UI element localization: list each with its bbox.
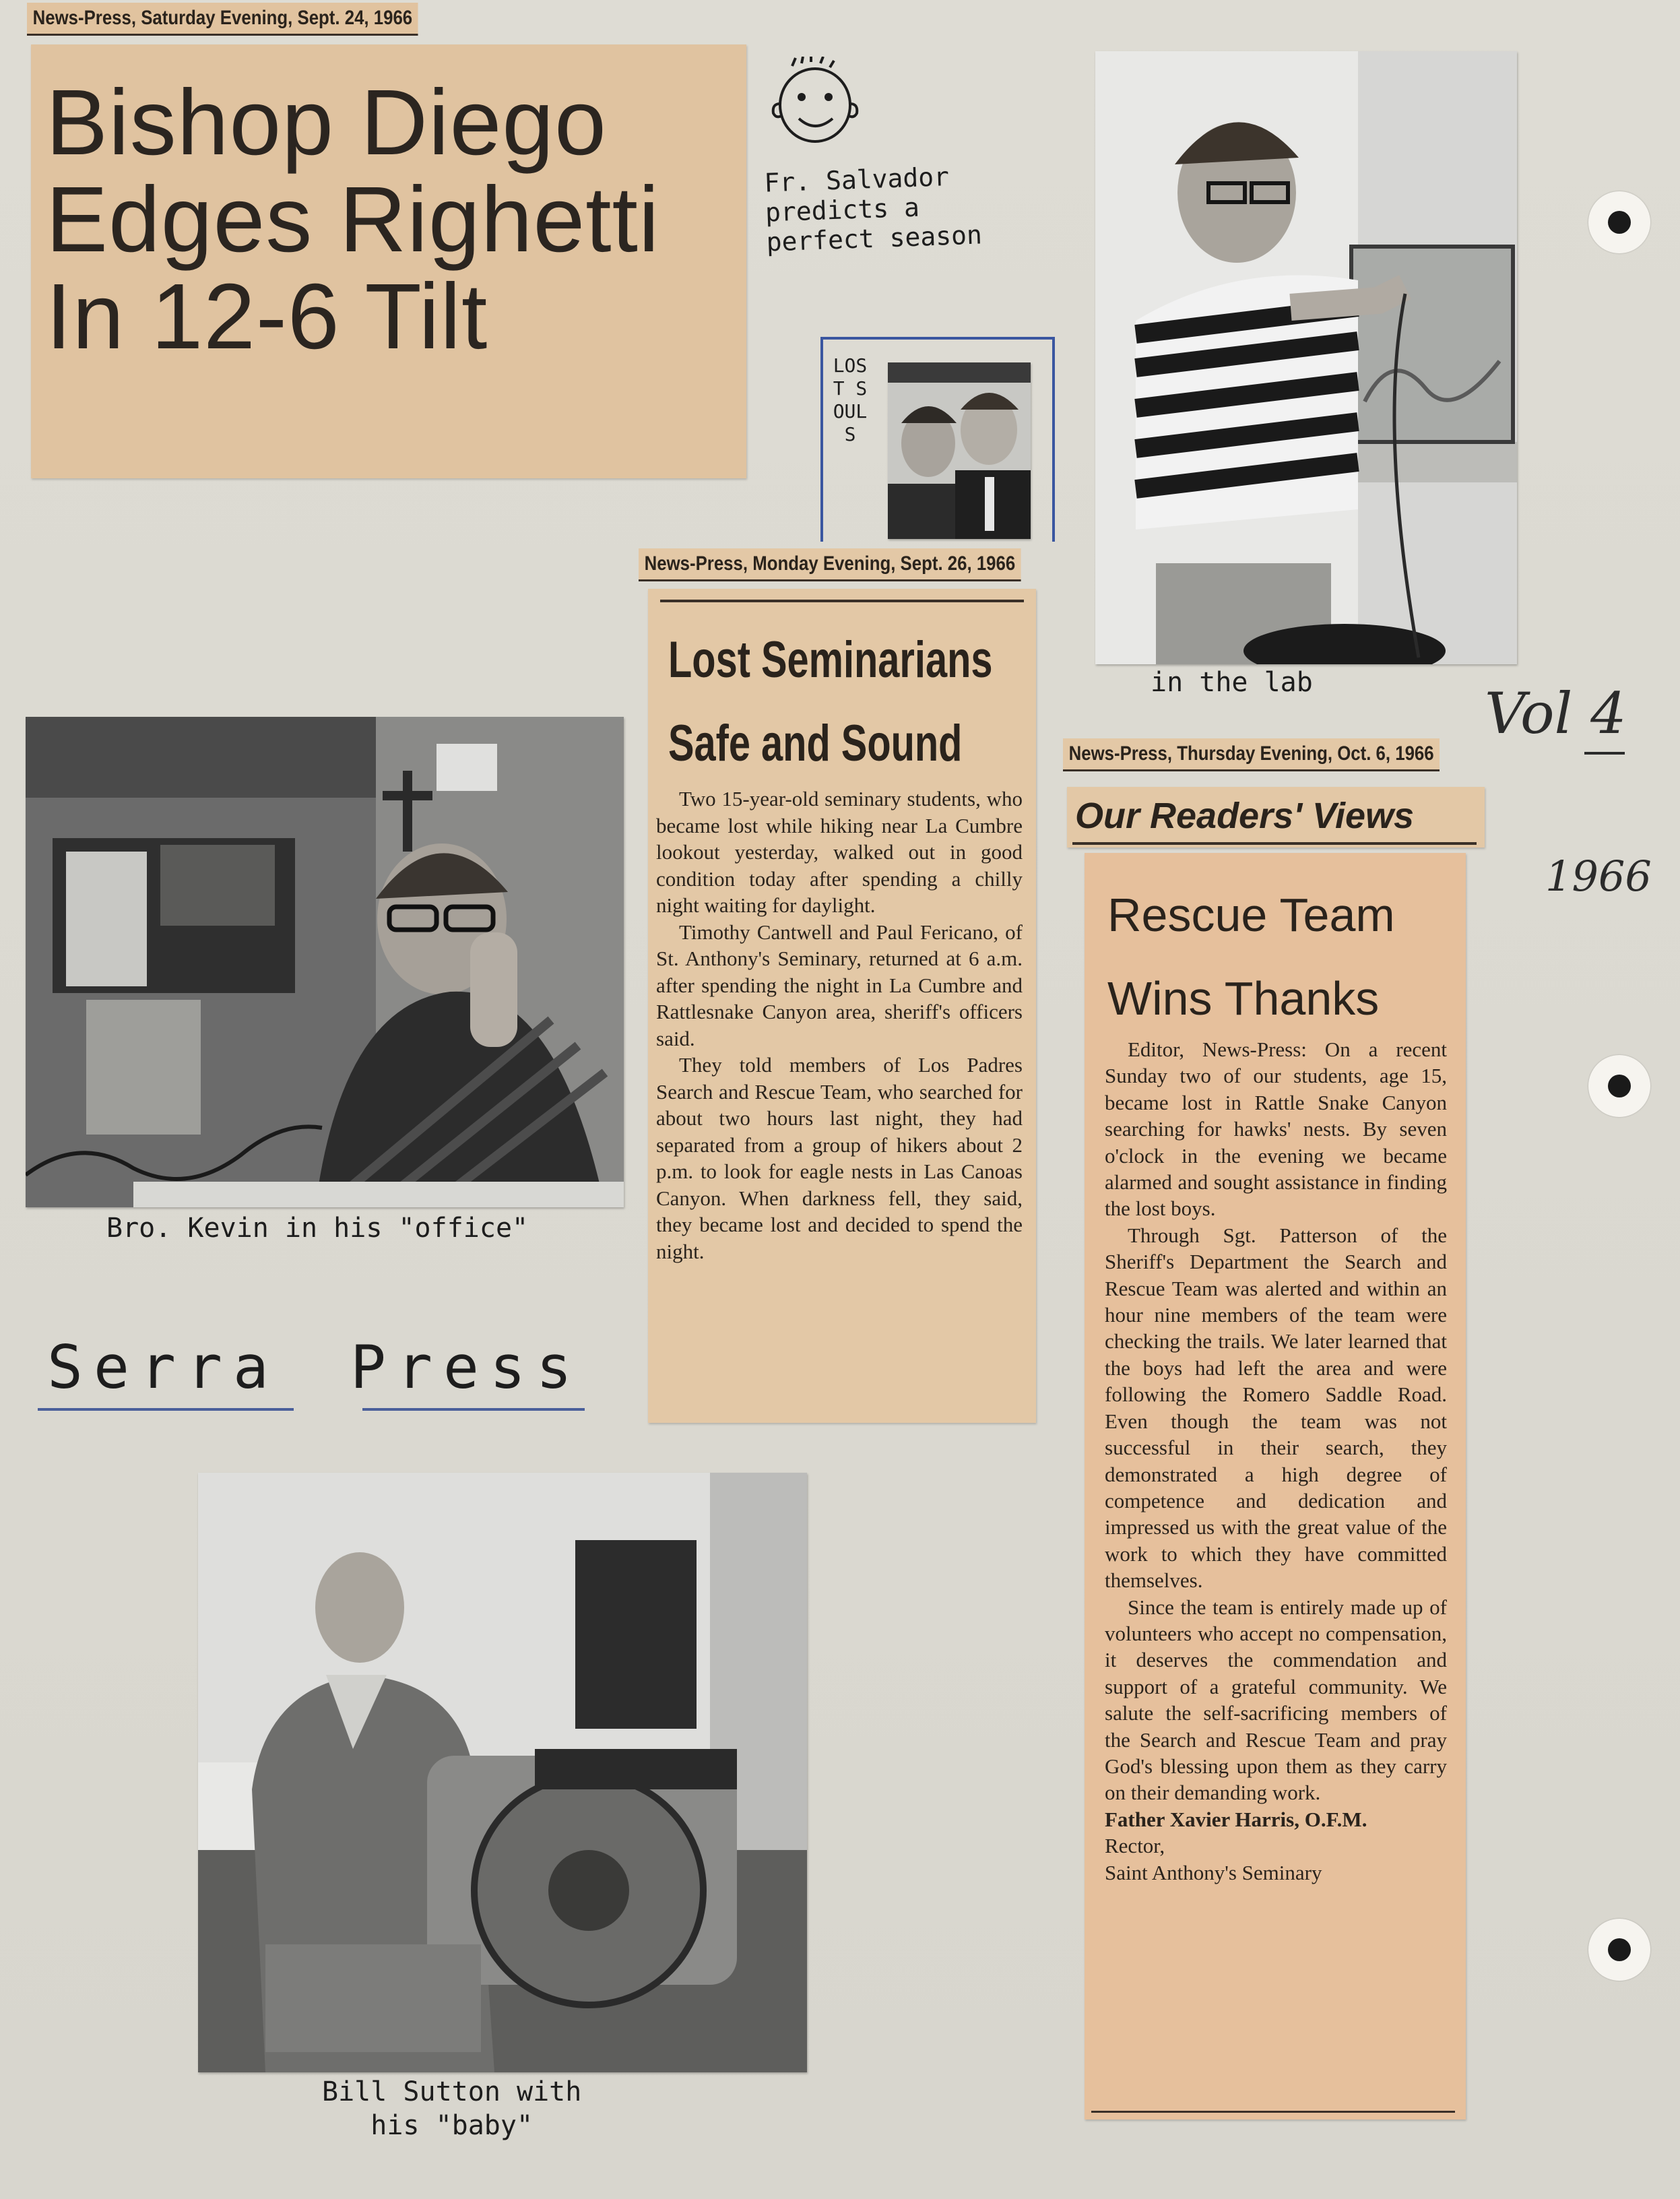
smiley-caption xyxy=(764,160,983,257)
clipping3-headline-line-1: Rescue Team xyxy=(1107,889,1395,941)
clipping3-section-banner xyxy=(1067,787,1485,848)
office-photo xyxy=(26,717,624,1207)
clipping3-paragraph-1: Editor, News-Press: On a recent Sunday two of our students, age 15, became lost in Rattle Snake Canyon searching for hawks' nests. By seven o'clock in the evening we became alarmed and sought assistance in finding the lost boys. xyxy=(1105,1038,1447,1221)
headline-line-1: Bishop Diego xyxy=(46,71,607,174)
press-word: Press xyxy=(350,1333,583,1402)
serra-word: Serra xyxy=(47,1333,280,1402)
lost-souls-text: LOST SOULS xyxy=(833,354,868,445)
press-caption-line-1: Bill Sutton with xyxy=(322,2076,582,2107)
clipping3-body xyxy=(1105,1036,1447,1886)
volume-underline xyxy=(1584,752,1625,755)
clipping3-signature: Father Xavier Harris, O.F.M. xyxy=(1105,1807,1367,1831)
lost-souls-photo xyxy=(888,362,1031,539)
clipping2-paragraph-2: Timothy Cantwell and Paul Fericano, of St. Anthony's Seminary, returned at 6 a.m. after spending the night in La Cumbre and Rattlesnake Canyon area, sheriff's officers said. xyxy=(656,920,1023,1050)
office-caption: Bro. Kevin in his "office" xyxy=(106,1213,529,1244)
clipping2-headline-line-1: Lost Seminarians xyxy=(668,631,993,689)
headline-line-2: Edges Righetti xyxy=(46,168,660,272)
lab-caption: in the lab xyxy=(1151,667,1313,698)
binder-hole-bottom xyxy=(1588,1919,1650,1981)
serra-underline xyxy=(38,1408,294,1411)
lab-photo xyxy=(1095,51,1517,664)
year-note: 1966 xyxy=(1545,852,1652,901)
clipping3-paragraph-2: Through Sgt. Patterson of the Sheriff's Department the Search and Rescue Team was alerted and within an hour nine members of the team were checking the trails. We later learned that the boys had left the area and were following the Romero Saddle Road. Even though the team was not successful in their search, they demonstrated a high degree of competence and dedication and impressed us with the great value of the work to which they have committed themselves. xyxy=(1105,1223,1447,1593)
smiley-caption-line-3: perfect season xyxy=(765,220,983,257)
smiley-face-icon xyxy=(758,57,873,151)
clipping3-article xyxy=(1085,853,1466,2120)
volume-note: Vol 4 xyxy=(1485,680,1627,746)
lost-souls-label xyxy=(830,354,870,446)
clipping3-headline-line-2: Wins Thanks xyxy=(1107,972,1380,1025)
clipping3-section-rule xyxy=(1072,842,1477,845)
clipping2-rule xyxy=(660,600,1024,602)
clipping2-dateline: News-Press, Monday Evening, Sept. 26, 1966 xyxy=(639,548,1021,581)
clipping2-headline xyxy=(668,618,992,786)
clipping2-body xyxy=(656,786,1023,1265)
clipping3-dateline: News-Press, Thursday Evening, Oct. 6, 1966 xyxy=(1063,738,1440,771)
smiley-caption-line-1: Fr. Salvador xyxy=(763,162,950,198)
clipping3-signature-title: Rector, xyxy=(1105,1834,1165,1858)
clipping3-headline xyxy=(1107,873,1395,1040)
clipping1-headline xyxy=(46,71,660,369)
clipping3-section: Our Readers' Views xyxy=(1075,796,1415,836)
press-underline xyxy=(362,1408,585,1411)
press-photo xyxy=(198,1473,807,2072)
clipping3-paragraph-3: Since the team is entirely made up of volunteers who accept no compensation, it deserves the commendation and support of a grateful community. We salute the self-sacrificing members of the Search and Rescue Team and pray God's blessing upon them as they carry on their demanding work. xyxy=(1105,1595,1447,1805)
headline-line-3: In 12-6 Tilt xyxy=(46,265,488,369)
clipping3-bottom-rule xyxy=(1091,2111,1455,2113)
binder-hole-top xyxy=(1588,191,1650,253)
press-caption-line-2: his "baby" xyxy=(370,2110,534,2141)
clipping2-article xyxy=(648,589,1036,1423)
clipping3-signature-org: Saint Anthony's Seminary xyxy=(1105,1860,1322,1884)
clipping2-paragraph-1: Two 15-year-old seminary students, who became lost while hiking near La Cumbre lookout yesterday, walked out in good condition today after spending a chilly night waiting for daylight. xyxy=(656,787,1023,917)
clipping2-headline-line-2: Safe and Sound xyxy=(668,715,963,772)
clipping1-headline-box xyxy=(31,44,746,478)
press-caption xyxy=(322,2075,581,2142)
clipping2-paragraph-3: They told members of Los Padres Search and Rescue Team, who searched for about two hours last night, they had separated from a group of hikers about 2 p.m. to look for eagle nests in Las Canoas Canyon. When darkness fell, they said, they became lost and decided to spend the night. xyxy=(656,1053,1023,1263)
smiley-caption-line-2: predicts a xyxy=(765,192,920,228)
binder-hole-middle xyxy=(1588,1055,1650,1117)
clipping1-dateline: News-Press, Saturday Evening, Sept. 24, 1966 xyxy=(27,3,418,36)
